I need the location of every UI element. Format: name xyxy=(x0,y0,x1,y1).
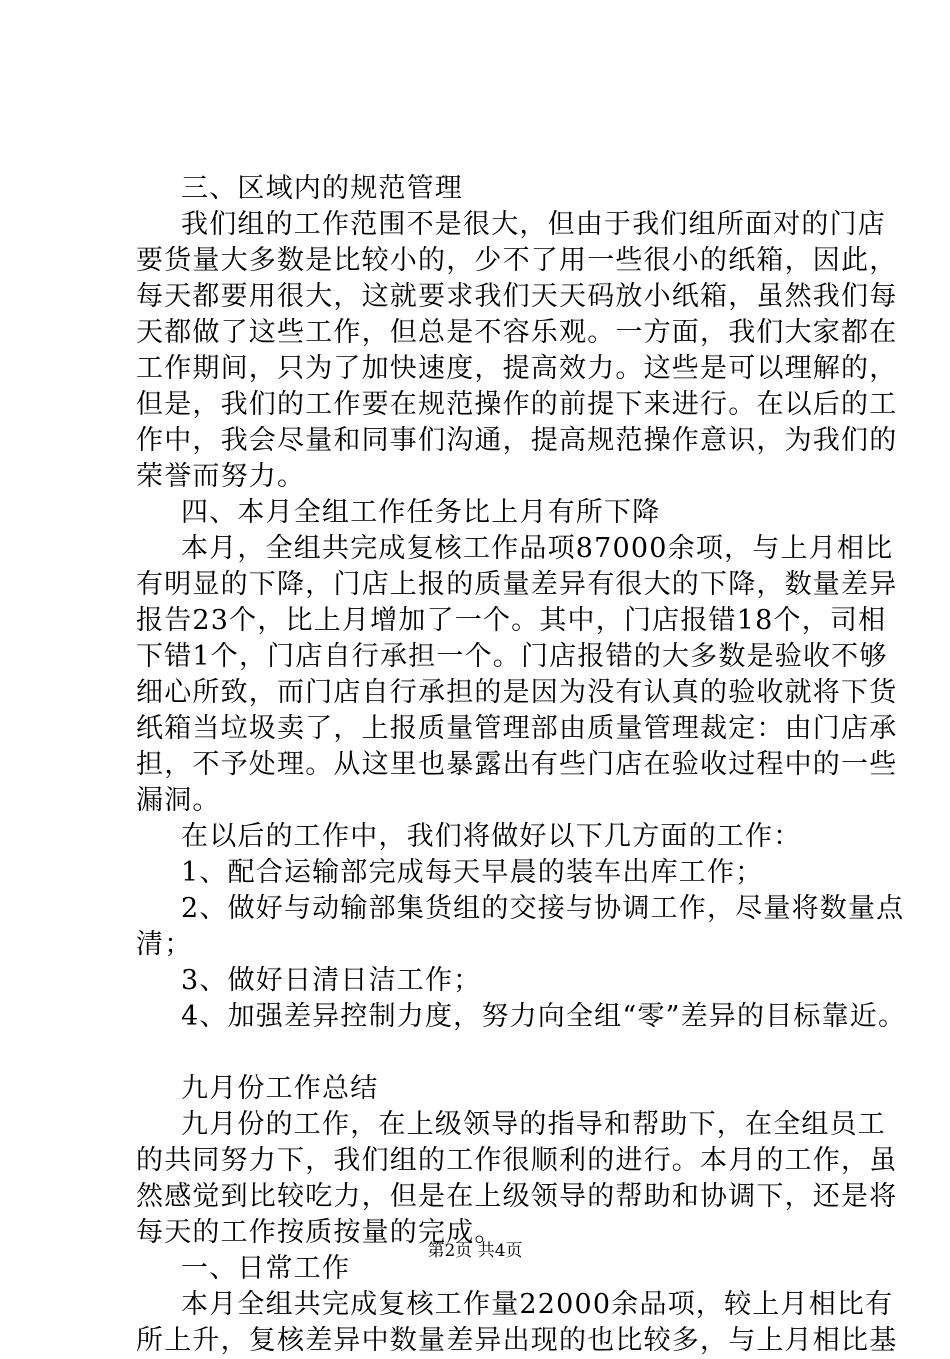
paragraph-line: 在以后的工作中，我们将做好以下几方面的工作： xyxy=(181,821,802,852)
section-heading: 四、本月全组工作任务比上月有所下降 xyxy=(181,497,661,528)
paragraph-line: 所上升，复核差异中数量差异出现的也比较多，与上月相比基 xyxy=(136,1325,898,1356)
paragraph-line: 我们组的工作范围不是很大，但由于我们组所面对的门店 xyxy=(181,209,886,240)
paragraph-line: 要货量大多数是比较小的，少不了用一些很小的纸箱，因此， xyxy=(136,245,898,276)
page-footer xyxy=(0,1240,950,1262)
page-number: 第2页 共4页 xyxy=(427,1241,523,1261)
paragraph-line: 荣誉而努力。 xyxy=(136,461,306,492)
list-item: 2、做好与动输部集货组的交接与协调工作，尽量将数量点 xyxy=(181,893,905,924)
section-heading: 一、日常工作 xyxy=(181,1253,351,1284)
document-body xyxy=(136,171,907,1359)
section-title: 九月份工作总结 xyxy=(181,1073,379,1104)
paragraph-line: 天都做了这些工作，但总是不容乐观。一方面，我们大家都在 xyxy=(136,317,898,348)
paragraph-line: 本月全组共完成复核工作量22000余品项，较上月相比有 xyxy=(181,1289,894,1320)
paragraph-line: 下错1个，门店自行承担一个。门店报错的大多数是验收不够 xyxy=(136,641,888,672)
list-item: 3、做好日清日洁工作； xyxy=(181,965,482,996)
paragraph-line: 细心所致，而门店自行承担的是因为没有认真的验收就将下货 xyxy=(136,677,898,708)
paragraph-line: 的共同努力下，我们组的工作很顺利的进行。本月的工作，虽 xyxy=(136,1145,898,1176)
paragraph-line: 作中，我会尽量和同事们沟通，提高规范操作意识，为我们的 xyxy=(136,425,898,456)
paragraph-gap xyxy=(136,1035,836,1071)
paragraph-line: 每天都要用很大，这就要求我们天天码放小纸箱，虽然我们每 xyxy=(136,281,898,312)
paragraph-line: 九月份的工作，在上级领导的指导和帮助下，在全组员工 xyxy=(181,1109,886,1140)
paragraph-line: 工作期间，只为了加快速度，提高效力。这些是可以理解的， xyxy=(136,353,898,384)
list-item: 1、配合运输部完成每天早晨的装车出库工作； xyxy=(181,857,764,888)
paragraph-line: 本月，全组共完成复核工作品项87000余项，与上月相比 xyxy=(181,533,894,564)
paragraph-line: 担，不予处理。从这里也暴露出有些门店在验收过程中的一些 xyxy=(136,749,898,780)
list-item-continuation: 清； xyxy=(136,929,193,960)
paragraph-line: 报告23个，比上月增加了一个。其中，门店报错18个，司相 xyxy=(136,605,887,636)
paragraph-line: 每天的工作按质按量的完成。 xyxy=(136,1217,503,1248)
list-item: 4、加强差异控制力度，努力向全组“零”差异的目标靠近。 xyxy=(181,1001,907,1032)
paragraph-line: 然感觉到比较吃力，但是在上级领导的帮助和协调下，还是将 xyxy=(136,1181,898,1212)
section-heading: 三、区域内的规范管理 xyxy=(181,173,463,204)
paragraph-line: 漏洞。 xyxy=(136,785,221,816)
paragraph-line: 纸箱当垃圾卖了，上报质量管理部由质量管理裁定：由门店承 xyxy=(136,713,898,744)
paragraph-line: 但是，我们的工作要在规范操作的前提下来进行。在以后的工 xyxy=(136,389,898,420)
paragraph-line: 有明显的下降，门店上报的质量差异有很大的下降，数量差异 xyxy=(136,569,898,600)
